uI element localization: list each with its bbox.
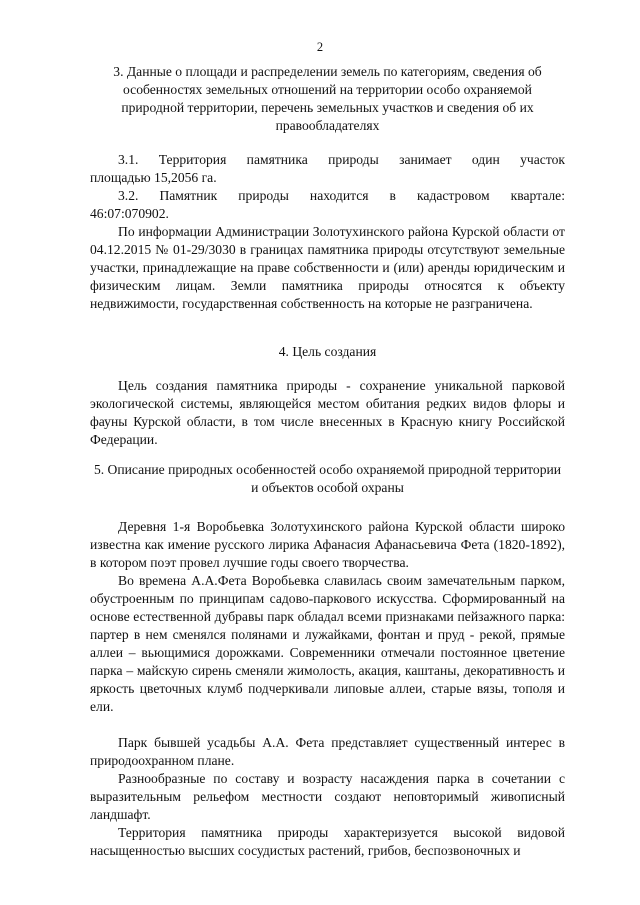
paragraph-line: 46:07:070902. bbox=[90, 206, 169, 221]
section-5-paragraph-1: Деревня 1-я Воробьевка Золотухинского района Курской области широко известна как имение русского лирика Афанасия Афанасьевича Фета (1820-1892), в котором поэт провел лучшие годы своего творчества. bbox=[90, 519, 565, 570]
section-4-heading: 4. Цель создания bbox=[278, 344, 377, 359]
section-5-paragraph-5: Территория памятника природы характеризуется высокой видовой насыщенностью высших сосудистых растений, грибов, беспозвоночных и bbox=[90, 825, 565, 858]
section-3-paragraph-2 bbox=[90, 187, 565, 223]
section-3-paragraph-3: По информации Администрации Золотухинского района Курской области от 04.12.2015 № 01-29/3030 в границах памятника природы отсутствуют земельные участки, принадлежащие на праве собственности и (или) аренды юридическим и физическим лицам. Земли памятника природы относятся к объекту недвижимости, государственная собственность на которые не разграничена. bbox=[90, 224, 565, 311]
page-number: 2 bbox=[316, 40, 324, 54]
section-3-heading: 3. Данные о площади и распределении земель по категориям, сведения об особенностях земельных отношений на территории особо охраняемой природной территории, перечень земельных участков и сведения об их правообладателях bbox=[113, 64, 542, 133]
paragraph-line: 3.2. Памятник природы находится в кадастровом квартале: bbox=[118, 188, 565, 203]
section-5-paragraph-3: Парк бывшей усадьбы А.А. Фета представляет существенный интерес в природоохранном плане. bbox=[90, 735, 565, 768]
section-3-paragraph-1 bbox=[90, 151, 565, 187]
section-4-paragraph-1: Цель создания памятника природы - сохранение уникальной парковой экологической системы, являющейся местом обитания редких видов флоры и фауны Курской области, в том числе внесенных в Красную книгу Российской Федерации. bbox=[90, 378, 565, 447]
section-5-paragraph-2: Во времена А.А.Фета Воробьевка славилась своим замечательным парком, обустроенным по принципам садово-паркового искусства. Сформированный на основе естественной дубравы парк обладал всеми признаками пейзажного парка: партер в нем сменялся полянами и лужайками, фонтан и пруд - рекой, прямые аллеи – вьющимися дорожками. Современники отмечали постоянное цветение парка – майскую сирень сменяли жимолость, акация, каштаны, декоративность и яркость цветочных клумб подчеркивали липовые аллеи, старые вязы, тополя и ели. bbox=[90, 573, 565, 714]
paragraph-line: площадью 15,2056 га. bbox=[90, 170, 217, 185]
section-5-heading: 5. Описание природных особенностей особо охраняемой природной территории и объектов особой охраны bbox=[93, 462, 562, 495]
section-5-paragraph-4: Разнообразные по составу и возрасту насаждения парка в сочетании с выразительным рельефом местности создают неповторимый живописный ландшафт. bbox=[90, 771, 565, 822]
paragraph-line: 3.1. Территория памятника природы занимает один участок bbox=[118, 152, 565, 167]
